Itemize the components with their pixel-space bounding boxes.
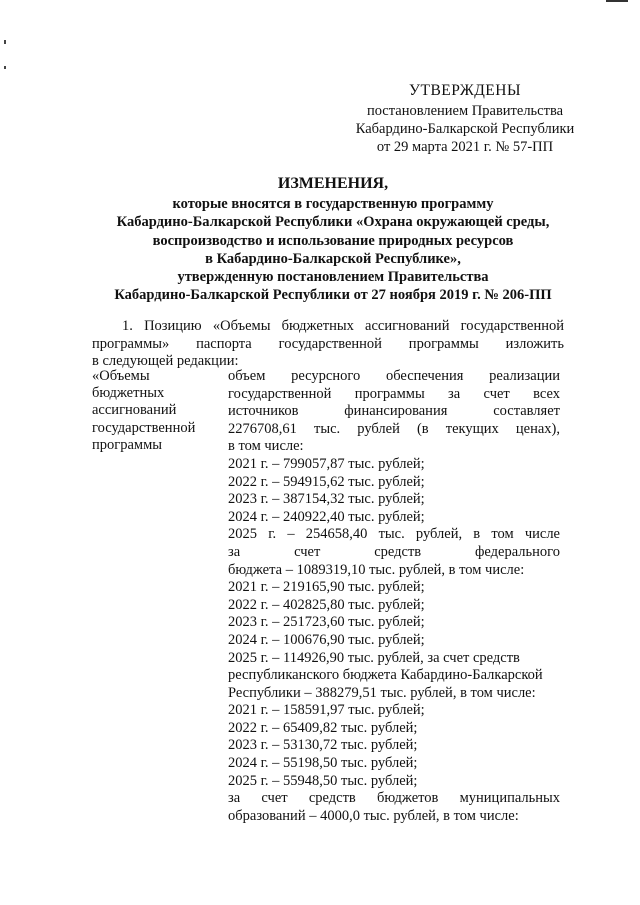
right-column-line: 2024 г. – 240922,40 тыс. рублей; xyxy=(228,508,425,525)
left-column-line: государственной xyxy=(92,419,196,436)
approval-heading: УТВЕРЖДЕНЫ xyxy=(409,82,521,99)
approval-line: Кабардино-Балкарской Республики xyxy=(355,121,575,137)
right-column-line: за счет средств бюджетов муниципальных xyxy=(228,790,560,807)
right-column-line: 2022 г. – 402825,80 тыс. рублей; xyxy=(228,596,425,613)
right-column-line: Республики – 388279,51 тыс. рублей, в том числе: xyxy=(228,684,536,701)
right-column-line: 2022 г. – 65409,82 тыс. рублей; xyxy=(228,719,418,736)
left-column-line: бюджетных xyxy=(92,385,165,402)
intro-line: 1. Позицию «Объемы бюджетных ассигнований государственной xyxy=(122,318,564,334)
title-line: которые вносятся в государственную программу xyxy=(172,196,494,213)
title-line: утвержденную постановлением Правительства xyxy=(177,269,489,286)
right-column-line: образований – 4000,0 тыс. рублей, в том числе: xyxy=(228,807,519,824)
approval-line: постановлением Правительства xyxy=(366,103,564,119)
right-column-line: 2021 г. – 219165,90 тыс. рублей; xyxy=(228,579,425,596)
right-column-line: 2023 г. – 387154,32 тыс. рублей; xyxy=(228,491,425,508)
table-left-column xyxy=(92,368,222,454)
right-column-line: 2021 г. – 799057,87 тыс. рублей; xyxy=(228,455,425,472)
right-column-line: объем ресурсного обеспечения реализации xyxy=(228,368,560,384)
right-column-line: в том числе: xyxy=(228,438,304,455)
title-main: ИЗМЕНЕНИЯ, xyxy=(277,175,389,192)
right-column-line: 2025 г. – 114926,90 тыс. рублей, за счет средств xyxy=(228,649,520,666)
right-column-line: государственной программы за счет всех xyxy=(228,385,560,402)
right-column-line: 2022 г. – 594915,62 тыс. рублей; xyxy=(228,473,425,490)
right-column-line: 2023 г. – 251723,60 тыс. рублей; xyxy=(228,614,425,631)
title-line: воспроизводство и использование природных ресурсов xyxy=(152,232,514,249)
right-column-line: за счет средств федерального xyxy=(228,543,560,560)
title-line: в Кабардино-Балкарской Республике», xyxy=(205,250,461,267)
right-column-line: республиканского бюджета Кабардино-Балкарской xyxy=(228,667,543,684)
intro-line: в следующей редакции: xyxy=(92,353,239,369)
right-column-line: 2025 г. – 55948,50 тыс. рублей; xyxy=(228,772,418,789)
right-column-line: бюджета – 1089319,10 тыс. рублей, в том числе: xyxy=(228,561,525,578)
right-column-line: 2025 г. – 254658,40 тыс. рублей, в том числе xyxy=(228,526,560,543)
title-line: Кабардино-Балкарской Республики «Охрана окружающей среды, xyxy=(116,214,550,231)
approval-block xyxy=(340,82,590,156)
right-column-line: источников финансирования составляет xyxy=(228,403,560,420)
scan-edge-mark xyxy=(4,40,6,44)
right-column-line: 2024 г. – 100676,90 тыс. рублей; xyxy=(228,631,425,648)
right-column-line: 2024 г. – 55198,50 тыс. рублей; xyxy=(228,755,418,772)
right-column-line: 2021 г. – 158591,97 тыс. рублей; xyxy=(228,702,425,719)
title-line: Кабардино-Балкарской Республики от 27 ноября 2019 г. № 206-ПП xyxy=(114,287,552,304)
scan-edge-mark-top xyxy=(606,0,628,2)
left-column-line: ассигнований xyxy=(92,402,177,419)
table-right-column xyxy=(228,368,560,825)
scan-edge-mark xyxy=(4,66,6,69)
document-title xyxy=(88,175,578,304)
intro-line: программы» паспорта государственной программы изложить xyxy=(92,335,564,352)
approval-line: от 29 марта 2021 г. № 57-ПП xyxy=(376,139,554,155)
left-column-line: программы xyxy=(92,436,162,453)
intro-paragraph xyxy=(92,318,564,371)
right-column-line: 2276708,61 тыс. рублей (в текущих ценах), xyxy=(228,420,560,437)
left-column-line: «Объемы xyxy=(92,368,150,384)
right-column-line: 2023 г. – 53130,72 тыс. рублей; xyxy=(228,737,418,754)
